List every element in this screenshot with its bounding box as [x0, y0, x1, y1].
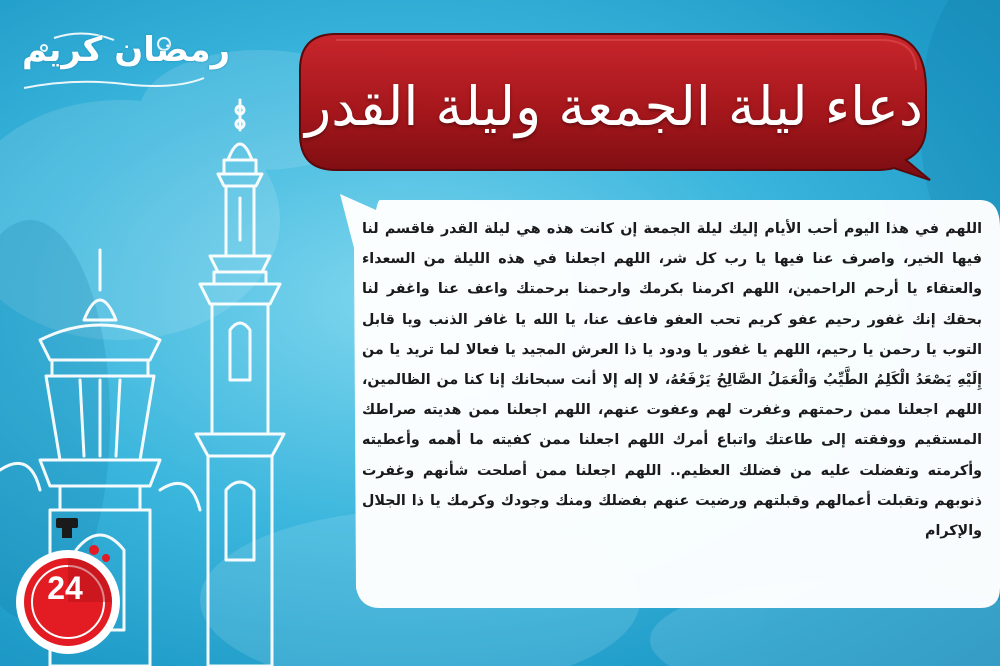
dua-text: اللهم في هذا اليوم أحب الأيام إليك ليلة الجمعة إن كانت هذه هي ليلة القدر فاقسم لنا فيها الخير، واصرف عنا فيها يا رب كل شر، اللهم اجعلنا في هذه الليلة من السعداء والعتقاء يا أرحم الراحمين، اللهم اكرمنا بكرمك وارحمنا برحمتك واعف عنا واغفر لنا بحقك إنك غفور رحيم عفو كريم تحب العفو فاعف عنا، يا الله يا غافر الذنب ويا قابل التوب يا رحمن يا رحيم، اللهم يا غفور يا ودود يا ذا العرش المجيد يا فعالا لما تريد يا من إِلَيْهِ يَصْعَدُ الْكَلِمُ الطَّيِّبُ وَالْعَمَلُ الصَّالِحُ يَرْفَعُهُ، لا إله إلا أنت سبحانك إنا كنا من الظالمين، اللهم اجعلنا ممن رحمتهم وغفرت لهم وعفوت عنهم، اللهم اجعلنا ممن هديته صراطك المستقيم ووفقته إلى طاعتك واتباع أمرك اللهم اجعلنا ممن كفيته ما أهمه وأعطيته وأكرمته وتفضلت عليه من فضلك العظيم.. اللهم اجعلنا ممن أصلحت شأنهم وغفرت ذنوبهم وتقبلت أعمالهم وقبلتهم ورضيت عنهم بفضلك ومنك وجودك وكرمك يا ذا الجلال والإكرام	[362, 221, 982, 540]
badge-number: 24	[47, 570, 83, 606]
page-title: دعاء ليلة الجمعة وليلة القدر	[305, 74, 923, 138]
logo-text: رمضان كريم	[22, 30, 231, 70]
